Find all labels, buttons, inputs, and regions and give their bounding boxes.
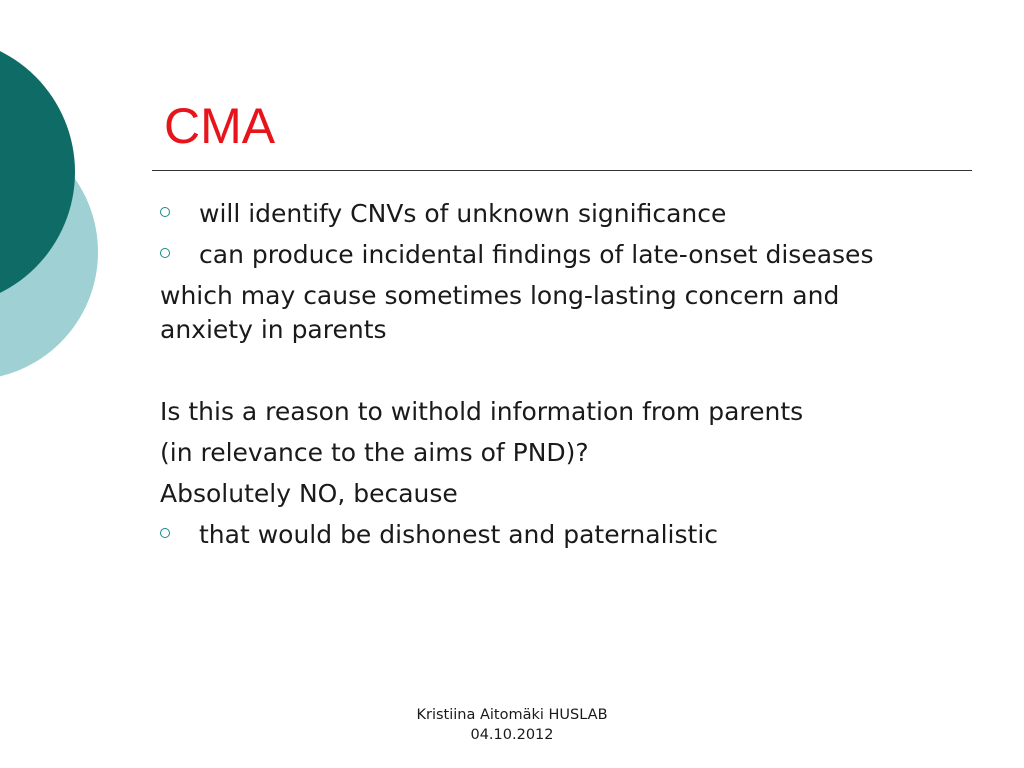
question-line: Is this a reason to withold information from parents [160,397,804,426]
paragraph-line: anxiety in parents [160,315,387,344]
slide-footer [362,705,662,745]
decorative-circles [0,0,110,420]
title-divider [152,170,972,171]
paragraph-line: which may cause sometimes long-lasting concern and [160,281,840,310]
slide-title: CMA [164,98,276,154]
answer-line: Absolutely NO, because [160,479,458,508]
bullet-icon [160,528,170,538]
footer-date: 04.10.2012 [470,727,554,743]
bullet-icon [160,207,170,217]
question-line: (in relevance to the aims of PND)? [160,438,589,467]
footer-author: Kristiina Aitomäki HUSLAB [416,707,608,723]
bullet-icon [160,248,170,258]
